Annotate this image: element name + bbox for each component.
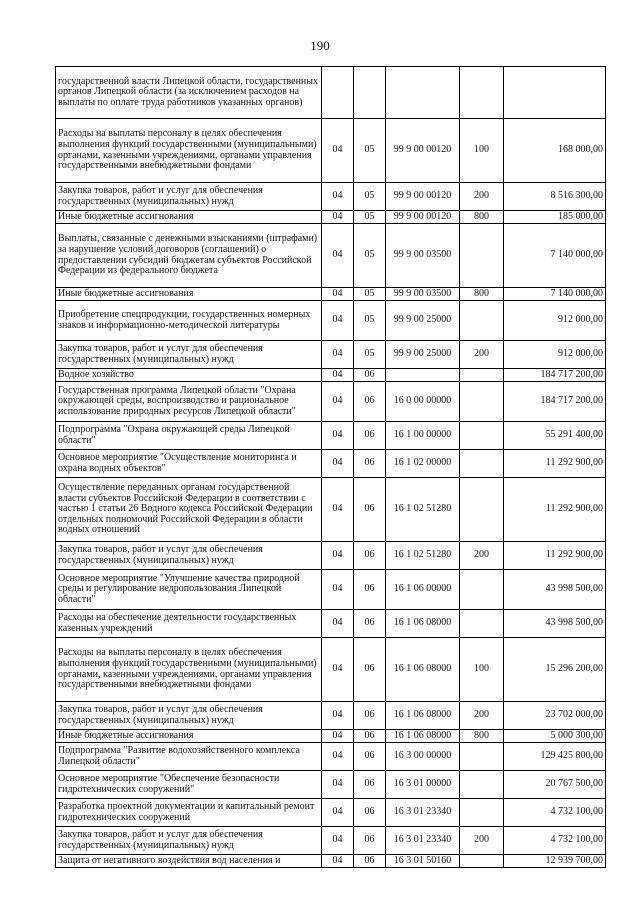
row-csr: 16 1 00 00000	[386, 422, 460, 450]
row-csr: 16 1 06 08000	[386, 702, 460, 730]
row-sum: 4 732 100,00	[504, 827, 606, 855]
row-pr: 06	[354, 570, 386, 610]
row-rz: 04	[322, 743, 354, 771]
row-sum: 184 717 200,00	[504, 382, 606, 422]
table-row	[56, 450, 606, 478]
row-sum: 129 425 800,00	[504, 743, 606, 771]
table-row	[56, 771, 606, 799]
table-row	[56, 382, 606, 422]
row-rz: 04	[322, 211, 354, 224]
row-vr: 200	[460, 542, 504, 570]
table-row	[56, 422, 606, 450]
row-csr	[386, 67, 460, 119]
row-pr: 05	[354, 341, 386, 369]
row-pr: 06	[354, 855, 386, 868]
row-vr	[460, 478, 504, 542]
table-row	[56, 369, 606, 382]
table-row	[56, 301, 606, 341]
row-name: Разработка проектной документации и капитальный ремонт гидротехнических сооружений	[56, 799, 322, 827]
row-sum: 55 291 400,00	[504, 422, 606, 450]
table-row	[56, 288, 606, 301]
table-row	[56, 542, 606, 570]
row-vr	[460, 301, 504, 341]
row-csr: 16 1 06 08000	[386, 730, 460, 743]
row-name: Иные бюджетные ассигнования	[56, 211, 322, 224]
row-csr: 99 9 00 00120	[386, 119, 460, 183]
row-rz: 04	[322, 702, 354, 730]
row-rz: 04	[322, 341, 354, 369]
row-vr: 800	[460, 211, 504, 224]
row-pr: 06	[354, 422, 386, 450]
row-rz	[322, 67, 354, 119]
row-csr: 99 9 00 03500	[386, 288, 460, 301]
table-row	[56, 855, 606, 868]
row-rz: 04	[322, 288, 354, 301]
row-csr: 99 9 00 00120	[386, 211, 460, 224]
row-name: Расходы на выплаты персоналу в целях обеспечения выполнения функций государственными (муниципальными) органами, казенными учреждениями, органами управления государственными внебюджетными фондами	[56, 638, 322, 702]
row-vr	[460, 570, 504, 610]
row-name: Осуществление переданных органам государственной власти субъектов Российской Федерации в соответствии с частью 1 статьи 26 Водного кодекса Российской Федерации отдельных полномочий Российской Федерации в области водных отношений	[56, 478, 322, 542]
row-name: Водное хозяйство	[56, 369, 322, 382]
row-rz: 04	[322, 369, 354, 382]
table-row	[56, 224, 606, 288]
row-name: Основное мероприятие "Улучшение качества природной среды и регулирование недропользования Липецкой области"	[56, 570, 322, 610]
row-name: Государственная программа Липецкой области "Охрана окружающей среды, воспроизводство и рациональное использование природных ресурсов Липецкой области"	[56, 382, 322, 422]
row-csr: 16 0 00 00000	[386, 382, 460, 422]
row-sum: 11 292 900,00	[504, 542, 606, 570]
row-pr: 05	[354, 301, 386, 341]
row-name: Закупка товаров, работ и услуг для обеспечения государственных (муниципальных) нужд	[56, 542, 322, 570]
row-rz: 04	[322, 542, 354, 570]
row-pr: 06	[354, 827, 386, 855]
row-sum: 23 702 000,00	[504, 702, 606, 730]
row-sum: 8 516 300,00	[504, 183, 606, 211]
row-rz: 04	[322, 827, 354, 855]
table-row	[56, 570, 606, 610]
table-row	[56, 183, 606, 211]
row-pr: 06	[354, 478, 386, 542]
row-name: Расходы на выплаты персоналу в целях обеспечения выполнения функций государственными (муниципальными) органами, казенными учреждениями, органами управления государственными внебюджетными фондами	[56, 119, 322, 183]
row-name: Выплаты, связанные с денежными взысканиями (штрафами) за нарушение условий договоров (соглашений) о предоставлении субсидий бюджетам субъектов Российской Федерации из федерального бюджета	[56, 224, 322, 288]
row-name: государственной власти Липецкой области, государственных органов Липецкой области (за исключением расходов на выплаты по оплате труда работников указанных органов)	[56, 67, 322, 119]
row-rz: 04	[322, 382, 354, 422]
table-row	[56, 799, 606, 827]
row-sum: 12 939 700,00	[504, 855, 606, 868]
row-pr: 06	[354, 730, 386, 743]
row-vr: 800	[460, 288, 504, 301]
row-csr: 99 9 00 25000	[386, 301, 460, 341]
row-pr: 05	[354, 183, 386, 211]
row-csr: 16 1 06 08000	[386, 610, 460, 638]
row-rz: 04	[322, 119, 354, 183]
row-csr: 16 1 06 08000	[386, 638, 460, 702]
row-pr: 06	[354, 450, 386, 478]
row-sum: 5 000 300,00	[504, 730, 606, 743]
row-name: Защита от негативного воздействия вод населения и	[56, 855, 322, 868]
row-name: Иные бюджетные ассигнования	[56, 730, 322, 743]
row-name: Подпрограмма "Охрана окружающей среды Липецкой области"	[56, 422, 322, 450]
row-name: Закупка товаров, работ и услуг для обеспечения государственных (муниципальных) нужд	[56, 827, 322, 855]
table-row	[56, 730, 606, 743]
row-csr: 99 9 00 25000	[386, 341, 460, 369]
row-pr: 06	[354, 771, 386, 799]
row-vr	[460, 369, 504, 382]
table-row	[56, 827, 606, 855]
row-pr: 06	[354, 799, 386, 827]
row-pr: 06	[354, 369, 386, 382]
row-vr: 200	[460, 702, 504, 730]
row-sum: 15 296 200,00	[504, 638, 606, 702]
row-pr: 06	[354, 743, 386, 771]
row-pr: 06	[354, 542, 386, 570]
row-pr: 05	[354, 288, 386, 301]
row-pr	[354, 67, 386, 119]
row-vr: 800	[460, 730, 504, 743]
row-rz: 04	[322, 610, 354, 638]
table-row	[56, 638, 606, 702]
row-sum: 11 292 900,00	[504, 450, 606, 478]
row-vr	[460, 224, 504, 288]
row-sum: 20 767 500,00	[504, 771, 606, 799]
table-row	[56, 211, 606, 224]
row-name: Закупка товаров, работ и услуг для обеспечения государственных (муниципальных) нужд	[56, 341, 322, 369]
row-rz: 04	[322, 422, 354, 450]
row-csr: 16 3 01 50160	[386, 855, 460, 868]
row-csr: 16 1 02 51280	[386, 542, 460, 570]
row-name: Подпрограмма "Развитие водохозяйственного комплекса Липецкой области"	[56, 743, 322, 771]
row-vr	[460, 771, 504, 799]
row-csr: 16 3 00 00000	[386, 743, 460, 771]
table-row	[56, 478, 606, 542]
row-pr: 05	[354, 119, 386, 183]
row-rz: 04	[322, 183, 354, 211]
budget-table	[55, 66, 606, 868]
row-rz: 04	[322, 450, 354, 478]
row-name: Закупка товаров, работ и услуг для обеспечения государственных (муниципальных) нужд	[56, 183, 322, 211]
row-vr: 100	[460, 119, 504, 183]
table-row	[56, 67, 606, 119]
row-name: Основное мероприятие "Осуществление мониторинга и охрана водных объектов"	[56, 450, 322, 478]
row-vr	[460, 799, 504, 827]
row-pr: 05	[354, 211, 386, 224]
row-vr	[460, 67, 504, 119]
row-rz: 04	[322, 570, 354, 610]
row-csr	[386, 369, 460, 382]
row-csr: 16 1 02 51280	[386, 478, 460, 542]
row-vr: 200	[460, 827, 504, 855]
row-pr: 06	[354, 702, 386, 730]
budget-table-body	[56, 67, 606, 868]
row-vr	[460, 450, 504, 478]
row-sum: 11 292 900,00	[504, 478, 606, 542]
row-sum: 168 000,00	[504, 119, 606, 183]
row-sum: 185 000,00	[504, 211, 606, 224]
page-number: 190	[310, 38, 330, 53]
row-name: Основное мероприятие "Обеспечение безопасности гидротехнических сооружений"	[56, 771, 322, 799]
row-vr	[460, 743, 504, 771]
row-vr	[460, 610, 504, 638]
row-name: Приобретение спецпродукции, государственных номерных знаков и информационно-методической литературы	[56, 301, 322, 341]
row-vr	[460, 855, 504, 868]
row-vr: 100	[460, 638, 504, 702]
row-rz: 04	[322, 771, 354, 799]
row-csr: 16 1 02 00000	[386, 450, 460, 478]
row-rz: 04	[322, 301, 354, 341]
row-csr: 16 1 06 00000	[386, 570, 460, 610]
row-sum: 43 998 500,00	[504, 610, 606, 638]
row-name: Иные бюджетные ассигнования	[56, 288, 322, 301]
row-vr	[460, 382, 504, 422]
row-sum: 7 140 000,00	[504, 224, 606, 288]
table-row	[56, 341, 606, 369]
table-row	[56, 743, 606, 771]
row-name: Закупка товаров, работ и услуг для обеспечения государственных (муниципальных) нужд	[56, 702, 322, 730]
row-pr: 06	[354, 382, 386, 422]
row-vr: 200	[460, 341, 504, 369]
row-sum: 7 140 000,00	[504, 288, 606, 301]
row-name: Расходы на обеспечение деятельности государственных казенных учреждений	[56, 610, 322, 638]
row-rz: 04	[322, 638, 354, 702]
row-rz: 04	[322, 224, 354, 288]
row-sum: 43 998 500,00	[504, 570, 606, 610]
row-rz: 04	[322, 799, 354, 827]
table-row	[56, 610, 606, 638]
row-sum: 184 717 200,00	[504, 369, 606, 382]
row-csr: 99 9 00 03500	[386, 224, 460, 288]
row-csr: 99 9 00 00120	[386, 183, 460, 211]
row-vr: 200	[460, 183, 504, 211]
row-csr: 16 3 01 00000	[386, 771, 460, 799]
row-rz: 04	[322, 855, 354, 868]
row-pr: 05	[354, 224, 386, 288]
row-sum: 4 732 100,00	[504, 799, 606, 827]
row-vr	[460, 422, 504, 450]
row-rz: 04	[322, 478, 354, 542]
row-rz: 04	[322, 730, 354, 743]
row-sum: 912 000,00	[504, 341, 606, 369]
row-pr: 06	[354, 638, 386, 702]
row-pr: 06	[354, 610, 386, 638]
row-csr: 16 3 01 23340	[386, 827, 460, 855]
row-sum: 912 000,00	[504, 301, 606, 341]
table-row	[56, 119, 606, 183]
row-csr: 16 3 01 23340	[386, 799, 460, 827]
row-sum	[504, 67, 606, 119]
table-row	[56, 702, 606, 730]
